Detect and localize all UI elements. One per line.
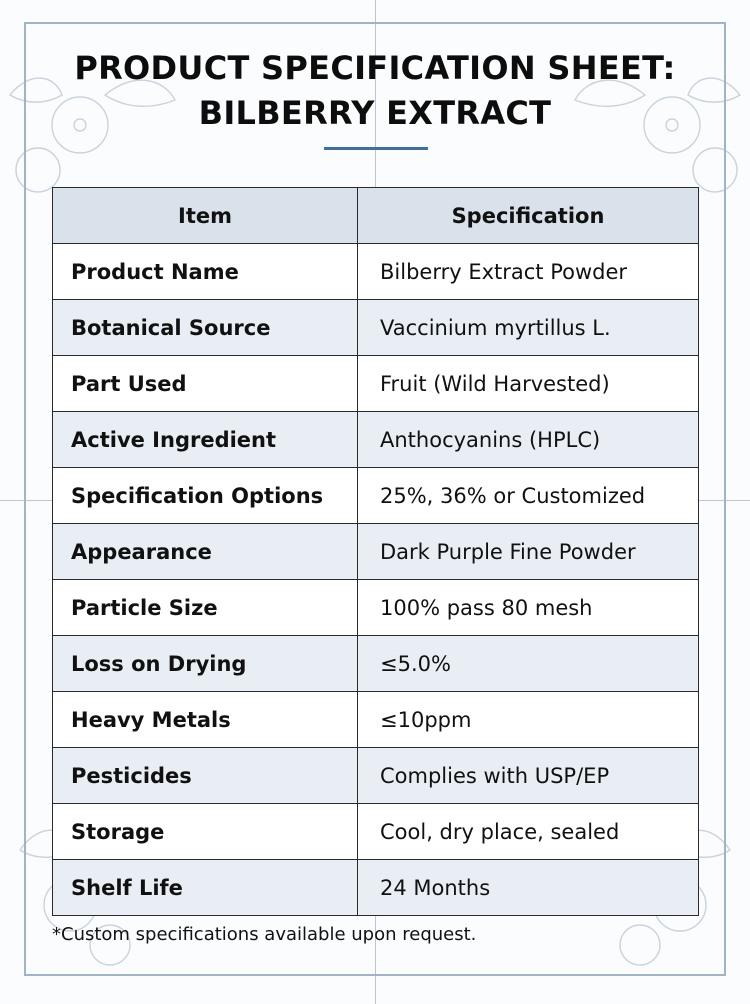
row-item: Shelf Life [53, 860, 358, 916]
specification-table [52, 187, 699, 916]
table-row [53, 580, 699, 636]
row-spec: 100% pass 80 mesh [358, 580, 699, 636]
table-row [53, 412, 699, 468]
row-item: Storage [53, 804, 358, 860]
row-spec: Dark Purple Fine Powder [358, 524, 699, 580]
table-row [53, 636, 699, 692]
table-row [53, 804, 699, 860]
table-row [53, 524, 699, 580]
row-spec: Bilberry Extract Powder [358, 244, 699, 300]
table-row [53, 300, 699, 356]
row-item: Pesticides [53, 748, 358, 804]
row-item: Active Ingredient [53, 412, 358, 468]
row-item: Appearance [53, 524, 358, 580]
row-spec: Vaccinium myrtillus L. [358, 300, 699, 356]
row-spec: 25%, 36% or Customized [358, 468, 699, 524]
table-row [53, 356, 699, 412]
row-item: Heavy Metals [53, 692, 358, 748]
row-item: Loss on Drying [53, 636, 358, 692]
row-spec: Complies with USP/EP [358, 748, 699, 804]
row-item: Product Name [53, 244, 358, 300]
row-spec: Fruit (Wild Harvested) [358, 356, 699, 412]
table-header-row [53, 188, 699, 244]
row-spec: 24 Months [358, 860, 699, 916]
row-item: Botanical Source [53, 300, 358, 356]
title-line-2: BILBERRY EXTRACT [198, 94, 552, 132]
page-title [0, 46, 750, 136]
table-row [53, 692, 699, 748]
row-item: Particle Size [53, 580, 358, 636]
table-row [53, 468, 699, 524]
table-row [53, 748, 699, 804]
row-item: Part Used [53, 356, 358, 412]
footnote: *Custom specifications available upon request. [52, 924, 477, 945]
table-row [53, 860, 699, 916]
column-header-specification: Specification [358, 188, 699, 244]
title-line-1: PRODUCT SPECIFICATION SHEET: [74, 49, 676, 87]
row-spec: ≤10ppm [358, 692, 699, 748]
row-spec: ≤5.0% [358, 636, 699, 692]
row-spec: Anthocyanins (HPLC) [358, 412, 699, 468]
column-header-item: Item [53, 188, 358, 244]
table-row [53, 244, 699, 300]
row-item: Specification Options [53, 468, 358, 524]
row-spec: Cool, dry place, sealed [358, 804, 699, 860]
title-underline [324, 147, 428, 150]
